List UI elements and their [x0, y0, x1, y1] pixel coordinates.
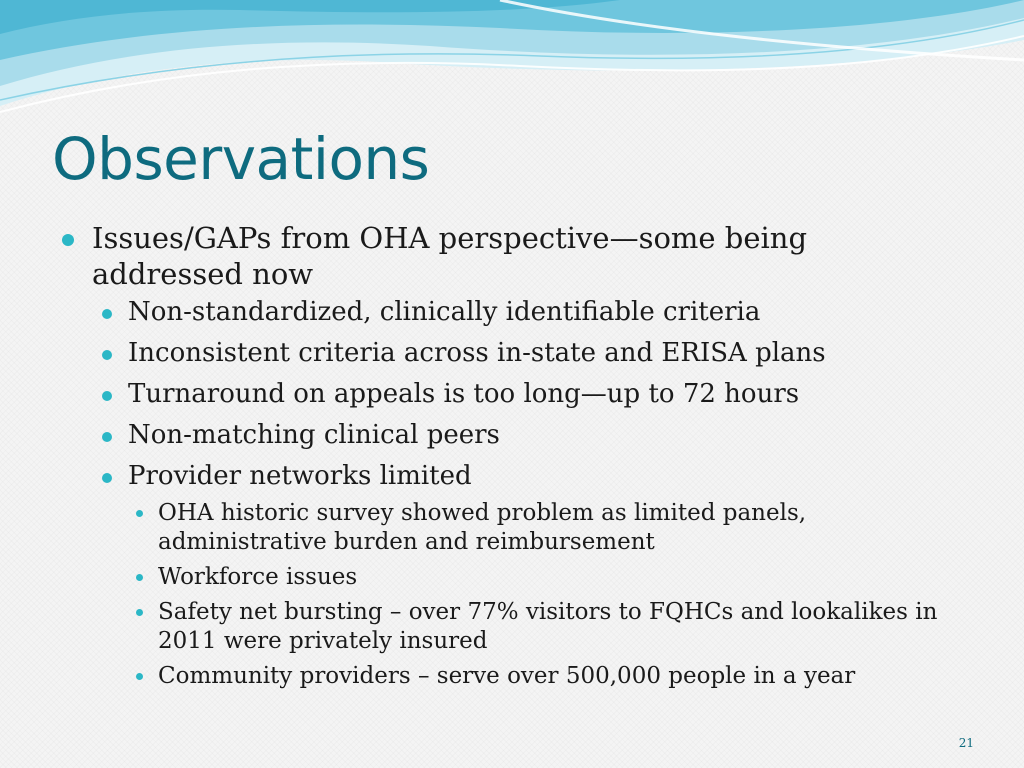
- list-item: Inconsistent criteria across in-state and ERISA plans: [86, 337, 956, 370]
- header-wave-decoration: [0, 0, 1024, 130]
- slide-title: Observations: [52, 125, 430, 193]
- main-bullet-text: Issues/GAPs from OHA perspective—some being addressed now: [92, 221, 808, 291]
- page-number: 21: [958, 736, 974, 750]
- bullet-list-level-1: [56, 220, 956, 691]
- list-item: Safety net bursting – over 77% visitors to FQHCs and lookalikes in 2011 were privately insured: [128, 598, 956, 656]
- list-item: Workforce issues: [128, 563, 956, 592]
- list-item: Non-standardized, clinically identifiable criteria: [86, 296, 956, 329]
- provider-networks-text: Provider networks limited: [128, 461, 472, 491]
- list-item: Non-matching clinical peers: [86, 419, 956, 452]
- bullet-list-level-3: [128, 499, 956, 691]
- list-item: OHA historic survey showed problem as limited panels, administrative burden and reimbursement: [128, 499, 956, 557]
- bullet-list-level-2: [92, 296, 956, 691]
- list-item: Community providers – serve over 500,000 people in a year: [128, 662, 956, 691]
- list-item: Turnaround on appeals is too long—up to 72 hours: [86, 378, 956, 411]
- list-item: [56, 220, 956, 691]
- list-item: [86, 460, 956, 691]
- slide-content: [56, 220, 956, 699]
